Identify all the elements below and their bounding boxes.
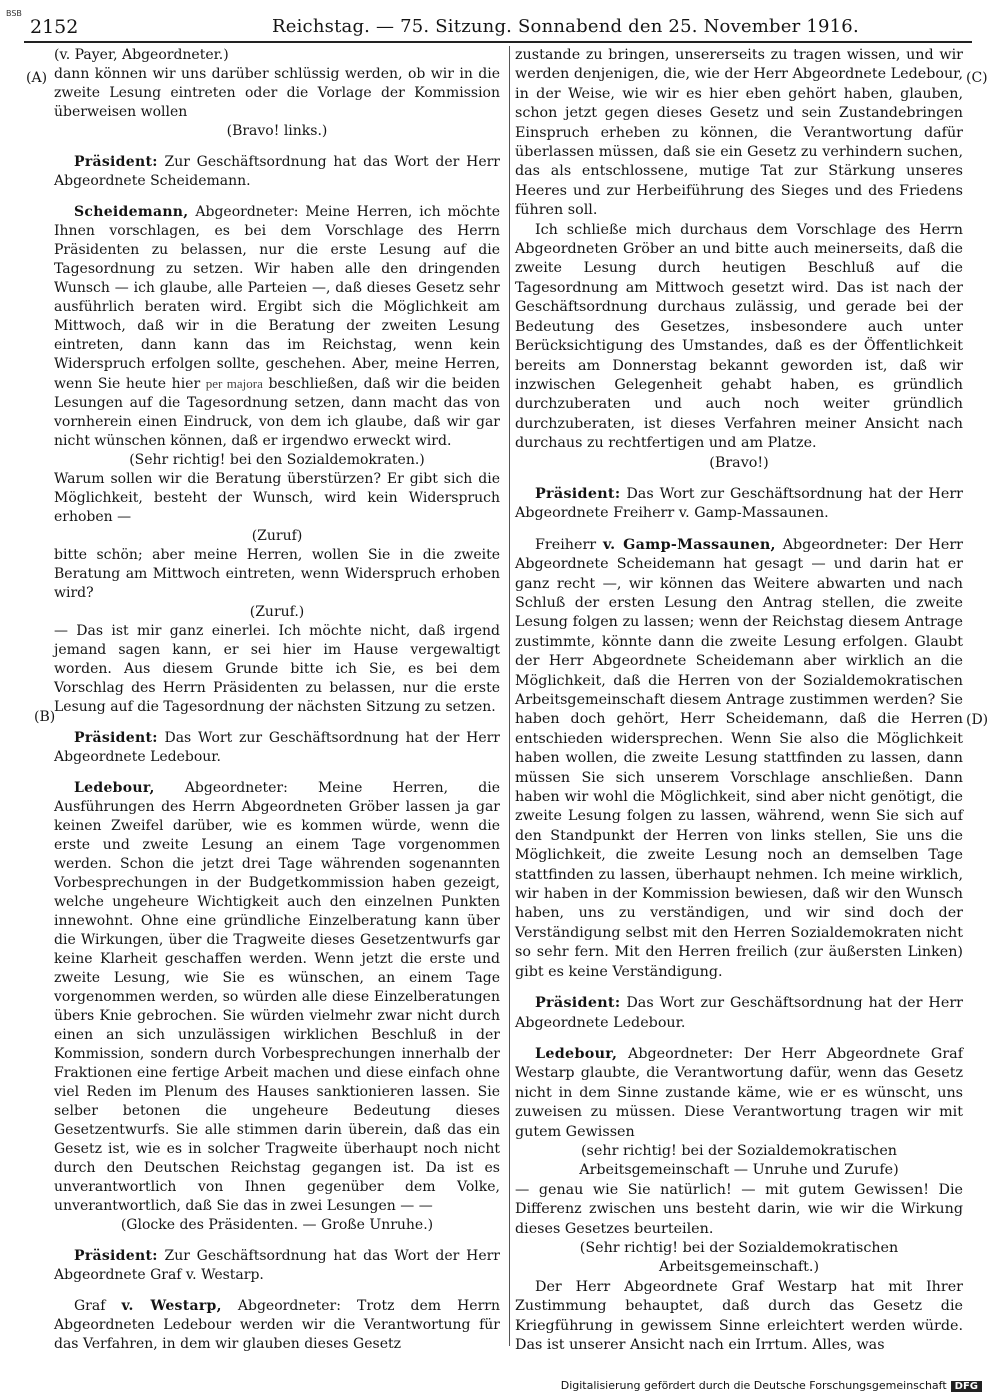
column-divider bbox=[509, 46, 510, 1346]
speaker-name: Ledebour, bbox=[535, 1045, 618, 1062]
speaker-name: Präsident: bbox=[535, 995, 621, 1012]
speaker-name: Scheidemann, bbox=[74, 204, 189, 220]
paragraph: Warum sollen wir die Beratung überstürzen? Er gibt sich die Möglichkeit, besteht der Wunsch, wird kein Widerspruch erhoben — bbox=[54, 471, 500, 525]
running-title: Reichstag. — 75. Sitzung. Sonnabend den 25. November 1916. bbox=[272, 16, 859, 37]
paragraph: zustande zu bringen, unsererseits zu tragen wissen, und wir werden denjenigen, die, wie der Herr Abgeordnete Ledebour, in der Weise, wie wir es hier eben gehört haben, glauben, schon jetzt gegen dieses Gesetz und sein Zustandebringen Einspruch erheben zu können, die Verantwortung dafür überlassen müssen, daß sie ein Gesetz zu verhindern suchen, das als entschlossene, mutige Tat zur Stärkung unseres Heeres und zur Herbeiführung des Sieges und des Friedens führen soll. bbox=[515, 47, 963, 219]
latin-phrase: per majora bbox=[205, 376, 263, 391]
speaker-name: Präsident: bbox=[74, 730, 158, 746]
speaker-paragraph: Graf v. Westarp, Abgeordneter: Trotz dem Herrn Abgeordneten Ledebour werden wir die Verantwortung für das Verfahren, in dem wir glauben dieses Gesetz bbox=[54, 1298, 500, 1352]
speaker-paragraph: Präsident: Das Wort zur Geschäftsordnung hat der Herr Abgeordnete Ledebour. bbox=[515, 995, 963, 1031]
right-column bbox=[515, 46, 963, 1355]
paragraph: — Das ist mir ganz einerlei. Ich möchte nicht, daß irgend jemand sagen kann, er sei hier im Hause vergewaltigt worden. Aus diesem Grunde bitte ich Sie, es bei dem Vorschlag des Herrn Präsidenten zu belassen, nur die erste Lesung auf die Tagesordnung der nächsten Sitzung zu setzen. bbox=[54, 623, 500, 715]
margin-mark-b: (B) bbox=[34, 709, 56, 725]
dfg-logo: DFG bbox=[951, 1381, 982, 1392]
interjection: (Sehr richtig! bei den Sozialdemokraten.) bbox=[129, 452, 425, 468]
left-column bbox=[54, 46, 500, 1354]
interjection: (Bravo! links.) bbox=[226, 123, 328, 139]
speaker-name: Präsident: bbox=[535, 485, 621, 502]
speaker-name: Präsident: bbox=[74, 154, 158, 170]
speaker-paragraph: Ledebour, Abgeordneter: Der Herr Abgeordnete Graf Westarp glaubte, die Verantwortung dafür, wenn das Gesetz nicht in dem Sinne zustande käme, wie er es wünscht, uns zuweisen zu müssen. Diese Verantwortung tragen wir mit gutem Gewissen bbox=[515, 1045, 963, 1140]
speaker-paragraph: Scheidemann, Abgeordneter: Meine Herren, ich möchte Ihnen vorschlagen, es bei dem Vorschlage des Herrn Präsidenten zu belassen, nur die erste Lesung auf die Tagesordnung zu setzen. Wir haben alle den dringenden Wunsch — ich glaube, alle Parteien —, daß dieses Gesetz sehr ausführlich beraten wird. Ergibt sich die Möglichkeit am Mittwoch, daß wir in die Beratung der zweiten Lesung eintreten, dann kann das im Reichstag, wenn kein Widerspruch erfolgen sollte, geschehen. Aber, meine Herren, wenn Sie heute hier per majora beschließen, daß wir die beiden Lesungen auf die Tagesordnung setzen, dann macht das von vornherein einen Eindruck, von dem ich glaube, daß wir gar nicht wünschen können, daß er irgendwo erweckt wird. bbox=[54, 204, 500, 449]
margin-mark-c: (C) bbox=[966, 70, 988, 86]
margin-mark-a: (A) bbox=[26, 70, 48, 86]
speaker-name: v. Gamp-Massaunen, bbox=[603, 536, 776, 553]
speaker-paragraph: Freiherr v. Gamp-Massaunen, Abgeordneter: Der Herr Abgeordnete Scheidemann hat gesagt — und darin hat er ganz recht —, wir können das Weitere abwarten und nach Schluß der ersten Lesung den Antrag stellen, die zweite Lesung folgen zu lassen; wenn der Reichstag diesem Antrage zustimmte, könnte dann die zweite Lesung erfolgen. Glaubt der Herr Abgeordnete Scheidemann aber wirklich an die Möglichkeit, daß die Herren von der Sozialdemokratischen Arbeitsgemeinschaft diesem Antrage zustimmen werden? Sie haben doch gehört, Herr Scheidemann, daß die Herren entschieden widersprechen. Wenn Sie also die Möglichkeit haben wollen, die zweite Lesung stattfinden zu lassen, dann müssen Sie sich unserem Vorschlage anschließen. Dann haben wir wohl die Möglichkeit, sind aber nicht genötigt, die zweite Lesung folgen zu lassen, während, wenn Sie sich auf den Standpunkt der Herren von links stellen, Sie uns die Möglichkeit, die zweite Lesung noch an demselben Tage stattfinden zu lassen, überhaupt nehmen. Ich meine wirklich, wir haben in der Kommission bewiesen, daß wir den Wunsch haben, uns zu verständigen, und wir sind doch der Verständigung selbst mit den Herren Sozialdemokraten nicht so sehr fern. Mit den Herren freilich (zur äußersten Linken) gibt es keine Verständigung. bbox=[515, 536, 964, 980]
digitization-credit: Digitalisierung gefördert durch die Deutsche Forschungsgemeinschaft DFG bbox=[561, 1379, 982, 1392]
speaker-paragraph: Präsident: Zur Geschäftsordnung hat das Wort der Herr Abgeordnete Graf v. Westarp. bbox=[54, 1248, 500, 1283]
speaker-continuation-label: (v. Payer, Abgeordneter.) bbox=[54, 47, 229, 63]
interjection: (Zuruf.) bbox=[249, 604, 305, 620]
interjection: (sehr richtig! bei der Sozialdemokratischen Arbeitsgemeinschaft — Unruhe und Zurufe) bbox=[579, 1142, 899, 1179]
speaker-paragraph: Präsident: Das Wort zur Geschäftsordnung hat der Herr Abgeordnete Ledebour. bbox=[54, 730, 500, 765]
interjection: (Bravo!) bbox=[709, 454, 769, 471]
header-rule bbox=[24, 41, 972, 43]
speaker-paragraph: Präsident: Zur Geschäftsordnung hat das Wort der Herr Abgeordnete Scheidemann. bbox=[54, 154, 500, 189]
paragraph: bitte schön; aber meine Herren, wollen Sie in die zweite Beratung am Mittwoch eintreten, wenn Widerspruch erhoben wird? bbox=[54, 547, 500, 601]
page-header bbox=[22, 10, 982, 42]
interjection: (Sehr richtig! bei der Sozialdemokratischen Arbeitsgemeinschaft.) bbox=[579, 1239, 899, 1276]
speaker-name: v. Westarp, bbox=[121, 1298, 222, 1314]
speaker-name: Ledebour, bbox=[74, 780, 155, 796]
library-mark: BSB bbox=[6, 9, 22, 18]
paragraph: dann können wir uns darüber schlüssig werden, ob wir in die zweite Lesung eintreten oder die Vorlage der Kommission überweisen wollen bbox=[54, 66, 500, 120]
speaker-paragraph: Präsident: Das Wort zur Geschäftsordnung hat der Herr Abgeordnete Freiherr v. Gamp-Massaunen. bbox=[515, 485, 963, 522]
interjection: (Zuruf) bbox=[251, 528, 303, 544]
speaker-name: Präsident: bbox=[74, 1248, 158, 1264]
page-number: 2152 bbox=[30, 16, 79, 38]
paragraph: Ich schließe mich durchaus dem Vorschlage des Herrn Abgeordneten Gröber an und bitte auch meinerseits, daß die zweite Lesung durch heutigen Beschluß auf die Tagesordnung am Mittwoch gesetzt wird. Das ist nach der Geschäftsordnung durchaus zulässig, und gerade bei der Bedeutung des Gesetzes, insbesondere auch unter Berücksichtigung des Umstandes, daß es der Öffentlichkeit bereits am Donnerstag bekannt geworden ist, daß wir inzwischen Gelegenheit gehabt haben, es gründlich durchzuberaten und auch noch weiter gründlich durchzuberaten, ist dieses Verfahren meiner Ansicht nach durchaus zu rechtfertigen und am Platze. bbox=[515, 221, 963, 452]
paragraph: — genau wie Sie natürlich! — mit gutem Gewissen! Die Differenz zwischen uns besteht darin, wie wir die Wirkung dieses Gesetzes beurteilen. bbox=[515, 1181, 963, 1237]
margin-mark-d: (D) bbox=[966, 712, 989, 728]
speaker-paragraph: Ledebour, Abgeordneter: Meine Herren, die Ausführungen des Herrn Abgeordneten Gröber lassen ja gar keinen Zweifel darüber, wie es kommen würde, wenn die erste und zweite Lesung an einem Tage vorgenommen werden. Schon die jetzt drei Tage währenden sogenannten Vorbesprechungen in der Budgetkommission haben gezeigt, welche ungeheure Wichtigkeit auch den einzelnen Punkten innewohnt. Ohne eine gründliche Einzelberatung kann über die Wirkungen, über die Tragweite dieses Gesetzentwurfs gar keine Klarheit geschaffen werden. Wenn jetzt die erste und zweite Lesung, wie Sie es wünschen, an einem Tage vorgenommen werden, so würden alle diese Einzelberatungen übers Knie gebrochen. Sie würden vielmehr zwar nicht durch einen an sich unzulässigen wirklichen Beschluß in der Kommission, sondern durch Vorbesprechungen innerhalb der Fraktionen eine fertige Arbeit machen und diese einfach ohne viel Reden im Plenum des Hauses sanktionieren lassen. Sie selber betonen die ungeheure Bedeutung dieses Gesetzentwurfs. Sie alle stimmen darin überein, daß das ein Gesetz ist, wie es in solcher Tragweite überhaupt noch nicht durch den Deutschen Reichstag gegangen ist. Da ist es unverantwortlich von Ihnen gegenüber dem Volke, unverantwortlich, daß Sie das in zwei Lesungen — — bbox=[54, 780, 500, 1214]
interjection: (Glocke des Präsidenten. — Große Unruhe.) bbox=[120, 1217, 434, 1233]
paragraph: Der Herr Abgeordnete Graf Westarp hat mit Ihrer Zustimmung behauptet, daß durch das Gesetz die Kriegführung in gewissem Sinne erleichtert werden würde. Das ist unserer Ansicht nach ein Irrtum. Alles, was bbox=[515, 1278, 963, 1353]
